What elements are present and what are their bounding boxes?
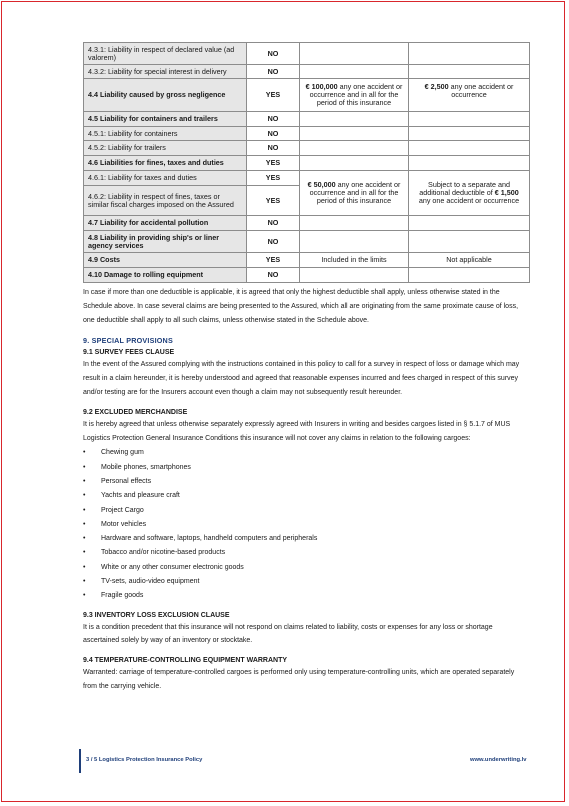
row-label: 4.5 Liability for containers and trailers xyxy=(84,112,247,127)
row-label: 4.3.1: Liability in respect of declared value (ad valorem) xyxy=(84,43,247,65)
deductible-amount: € 1,500 xyxy=(494,188,519,197)
row-yes-no: NO xyxy=(247,141,300,156)
coverage-table xyxy=(83,42,530,283)
survey-fees-text: In the event of the Assured complying with the instructions contained in this policy to call for a survey in respect of loss or damage which may result in a claim hereunder, it is hereby understood and agreed that reasonable expenses incurred and fees charged in respect of this survey and/or testing are for the Insurers account even though a claim may not subsequently result hereunder. xyxy=(83,361,520,396)
row-yes-no: NO xyxy=(247,216,300,231)
list-item: • TV-sets, audio-video equipment xyxy=(83,575,530,589)
footer-website-link[interactable]: www.underwriting.lv xyxy=(470,757,527,763)
footer-accent-bar xyxy=(79,749,81,773)
limit-amount: € 50,000 xyxy=(307,180,336,189)
bullet: • xyxy=(83,563,86,571)
list-item: • Fragile goods xyxy=(83,589,530,603)
table-row xyxy=(84,43,530,65)
bullet: • xyxy=(83,592,86,600)
deductible-cell xyxy=(409,79,530,112)
list-item: • Hardware and software, laptops, handheld computers and peripherals xyxy=(83,532,530,546)
excluded-merchandise-text: It is hereby agreed that unless otherwise separately expressly agreed with Insurers in writing and besides cargoes listed in § 5.1.7 of MUS Logistics Protection General Insurance Conditions this insurance will not cover any claims in relation to the following cargoes: xyxy=(83,420,511,442)
table-row xyxy=(84,112,530,127)
table-row xyxy=(84,127,530,141)
row-yes-no: YES xyxy=(247,186,300,216)
excluded-cargo-list xyxy=(83,446,530,603)
bullet: • xyxy=(83,549,86,557)
limit-cell xyxy=(300,79,409,112)
row-label: 4.4 Liability caused by gross negligence xyxy=(84,79,247,112)
bullet: • xyxy=(83,449,86,457)
page-content xyxy=(83,42,530,694)
list-item: • White or any other consumer electronic goods xyxy=(83,561,530,575)
deductible-text-post: any one accident or occurrence xyxy=(418,196,520,205)
bullet: • xyxy=(83,578,86,586)
row-label: 4.5.1: Liability for containers xyxy=(84,127,247,141)
limit-text: any one accident or occurrence and in all for the period of this insurance xyxy=(309,180,401,205)
row-label: 4.7 Liability for accidental pollution xyxy=(84,216,247,231)
table-row xyxy=(84,79,530,112)
table-row xyxy=(84,253,530,268)
subsection-heading: 9.3 INVENTORY LOSS EXCLUSION CLAUSE xyxy=(83,611,230,619)
list-item: • Motor vehicles xyxy=(83,518,530,532)
bullet: • xyxy=(83,520,86,528)
list-item: • Yachts and pleasure craft xyxy=(83,489,530,503)
table-row xyxy=(84,65,530,79)
row-yes-no: NO xyxy=(247,231,300,253)
subsection-heading: 9.1 SURVEY FEES CLAUSE xyxy=(83,349,175,357)
row-yes-no: NO xyxy=(247,43,300,65)
bullet: • xyxy=(83,477,86,485)
table-row xyxy=(84,141,530,156)
list-item: • Tobacco and/or nicotine-based products xyxy=(83,546,530,560)
row-label: 4.5.2: Liability for trailers xyxy=(84,141,247,156)
row-label: 4.6.2: Liability in respect of fines, taxes or similar fiscal charges imposed on the Assured xyxy=(84,186,247,216)
table-row xyxy=(84,216,530,231)
section-heading: 9. SPECIAL PROVISIONS xyxy=(83,336,173,346)
temperature-warranty-text: Warranted: carriage of temperature-controlled cargoes is performed only using temperature-controlling units, which are operated separately from the carrying vehicle. xyxy=(83,669,515,691)
inventory-loss-text: It is a condition precedent that this insurance will not respond on claims related to liability, costs or expenses for any loss or shortage ascertained solely by way of an inventory or stocktake. xyxy=(83,623,493,645)
bullet: • xyxy=(83,463,86,471)
row-yes-no: YES xyxy=(247,253,300,268)
bullet: • xyxy=(83,506,86,514)
row-label: 4.9 Costs xyxy=(84,253,247,268)
row-label: 4.6.1: Liability for taxes and duties xyxy=(84,171,247,186)
deductible-text: any one accident or occurrence xyxy=(448,82,514,99)
row-yes-no: YES xyxy=(247,79,300,112)
footer-page-info: 3 / 5 Logistics Protection Insurance Policy xyxy=(86,757,203,763)
limit-cell: Included in the limits xyxy=(300,253,409,268)
row-yes-no: YES xyxy=(247,156,300,171)
row-yes-no: NO xyxy=(247,268,300,283)
limit-text: any one accident or occurrence and in all for the period of this insurance xyxy=(309,82,403,107)
bullet: • xyxy=(83,492,86,500)
row-yes-no: NO xyxy=(247,112,300,127)
deductible-text-pre: Subject to a separate and additional deductible of xyxy=(419,180,510,197)
subsection-heading: 9.2 EXCLUDED MERCHANDISE xyxy=(83,408,188,416)
subsection-heading: 9.4 TEMPERATURE-CONTROLLING EQUIPMENT WARRANTY xyxy=(83,657,288,665)
list-item: • Chewing gum xyxy=(83,446,530,460)
deductible-cell: Not applicable xyxy=(409,253,530,268)
table-row xyxy=(84,268,530,283)
merged-deductible-cell xyxy=(409,171,530,216)
table-row xyxy=(84,171,530,186)
deductible-amount: € 2,500 xyxy=(424,82,449,91)
limit-amount: € 100,000 xyxy=(305,82,338,91)
list-item: • Mobile phones, smartphones xyxy=(83,461,530,475)
bullet: • xyxy=(83,535,86,543)
row-yes-no: YES xyxy=(247,171,300,186)
list-item: • Project Cargo xyxy=(83,504,530,518)
row-label: 4.6 Liabilities for fines, taxes and duties xyxy=(84,156,247,171)
row-label: 4.8 Liability in providing ship's or liner agency services xyxy=(84,231,247,253)
table-row xyxy=(84,231,530,253)
row-label: 4.3.2: Liability for special interest in delivery xyxy=(84,65,247,79)
list-item: • Personal effects xyxy=(83,475,530,489)
row-label: 4.10 Damage to rolling equipment xyxy=(84,268,247,283)
merged-limit-cell xyxy=(300,171,409,216)
row-yes-no: NO xyxy=(247,127,300,141)
table-row xyxy=(84,156,530,171)
row-yes-no: NO xyxy=(247,65,300,79)
deductible-paragraph: In case if more than one deductible is applicable, it is agreed that only the highest deductible shall apply, unless otherwise stated in the Schedule above. In case several claims are being presented to the Assured, which all are originating from the same proximate cause of loss, one deductible shall apply to all such claims, unless otherwise stated in the Schedule above. xyxy=(83,289,519,324)
